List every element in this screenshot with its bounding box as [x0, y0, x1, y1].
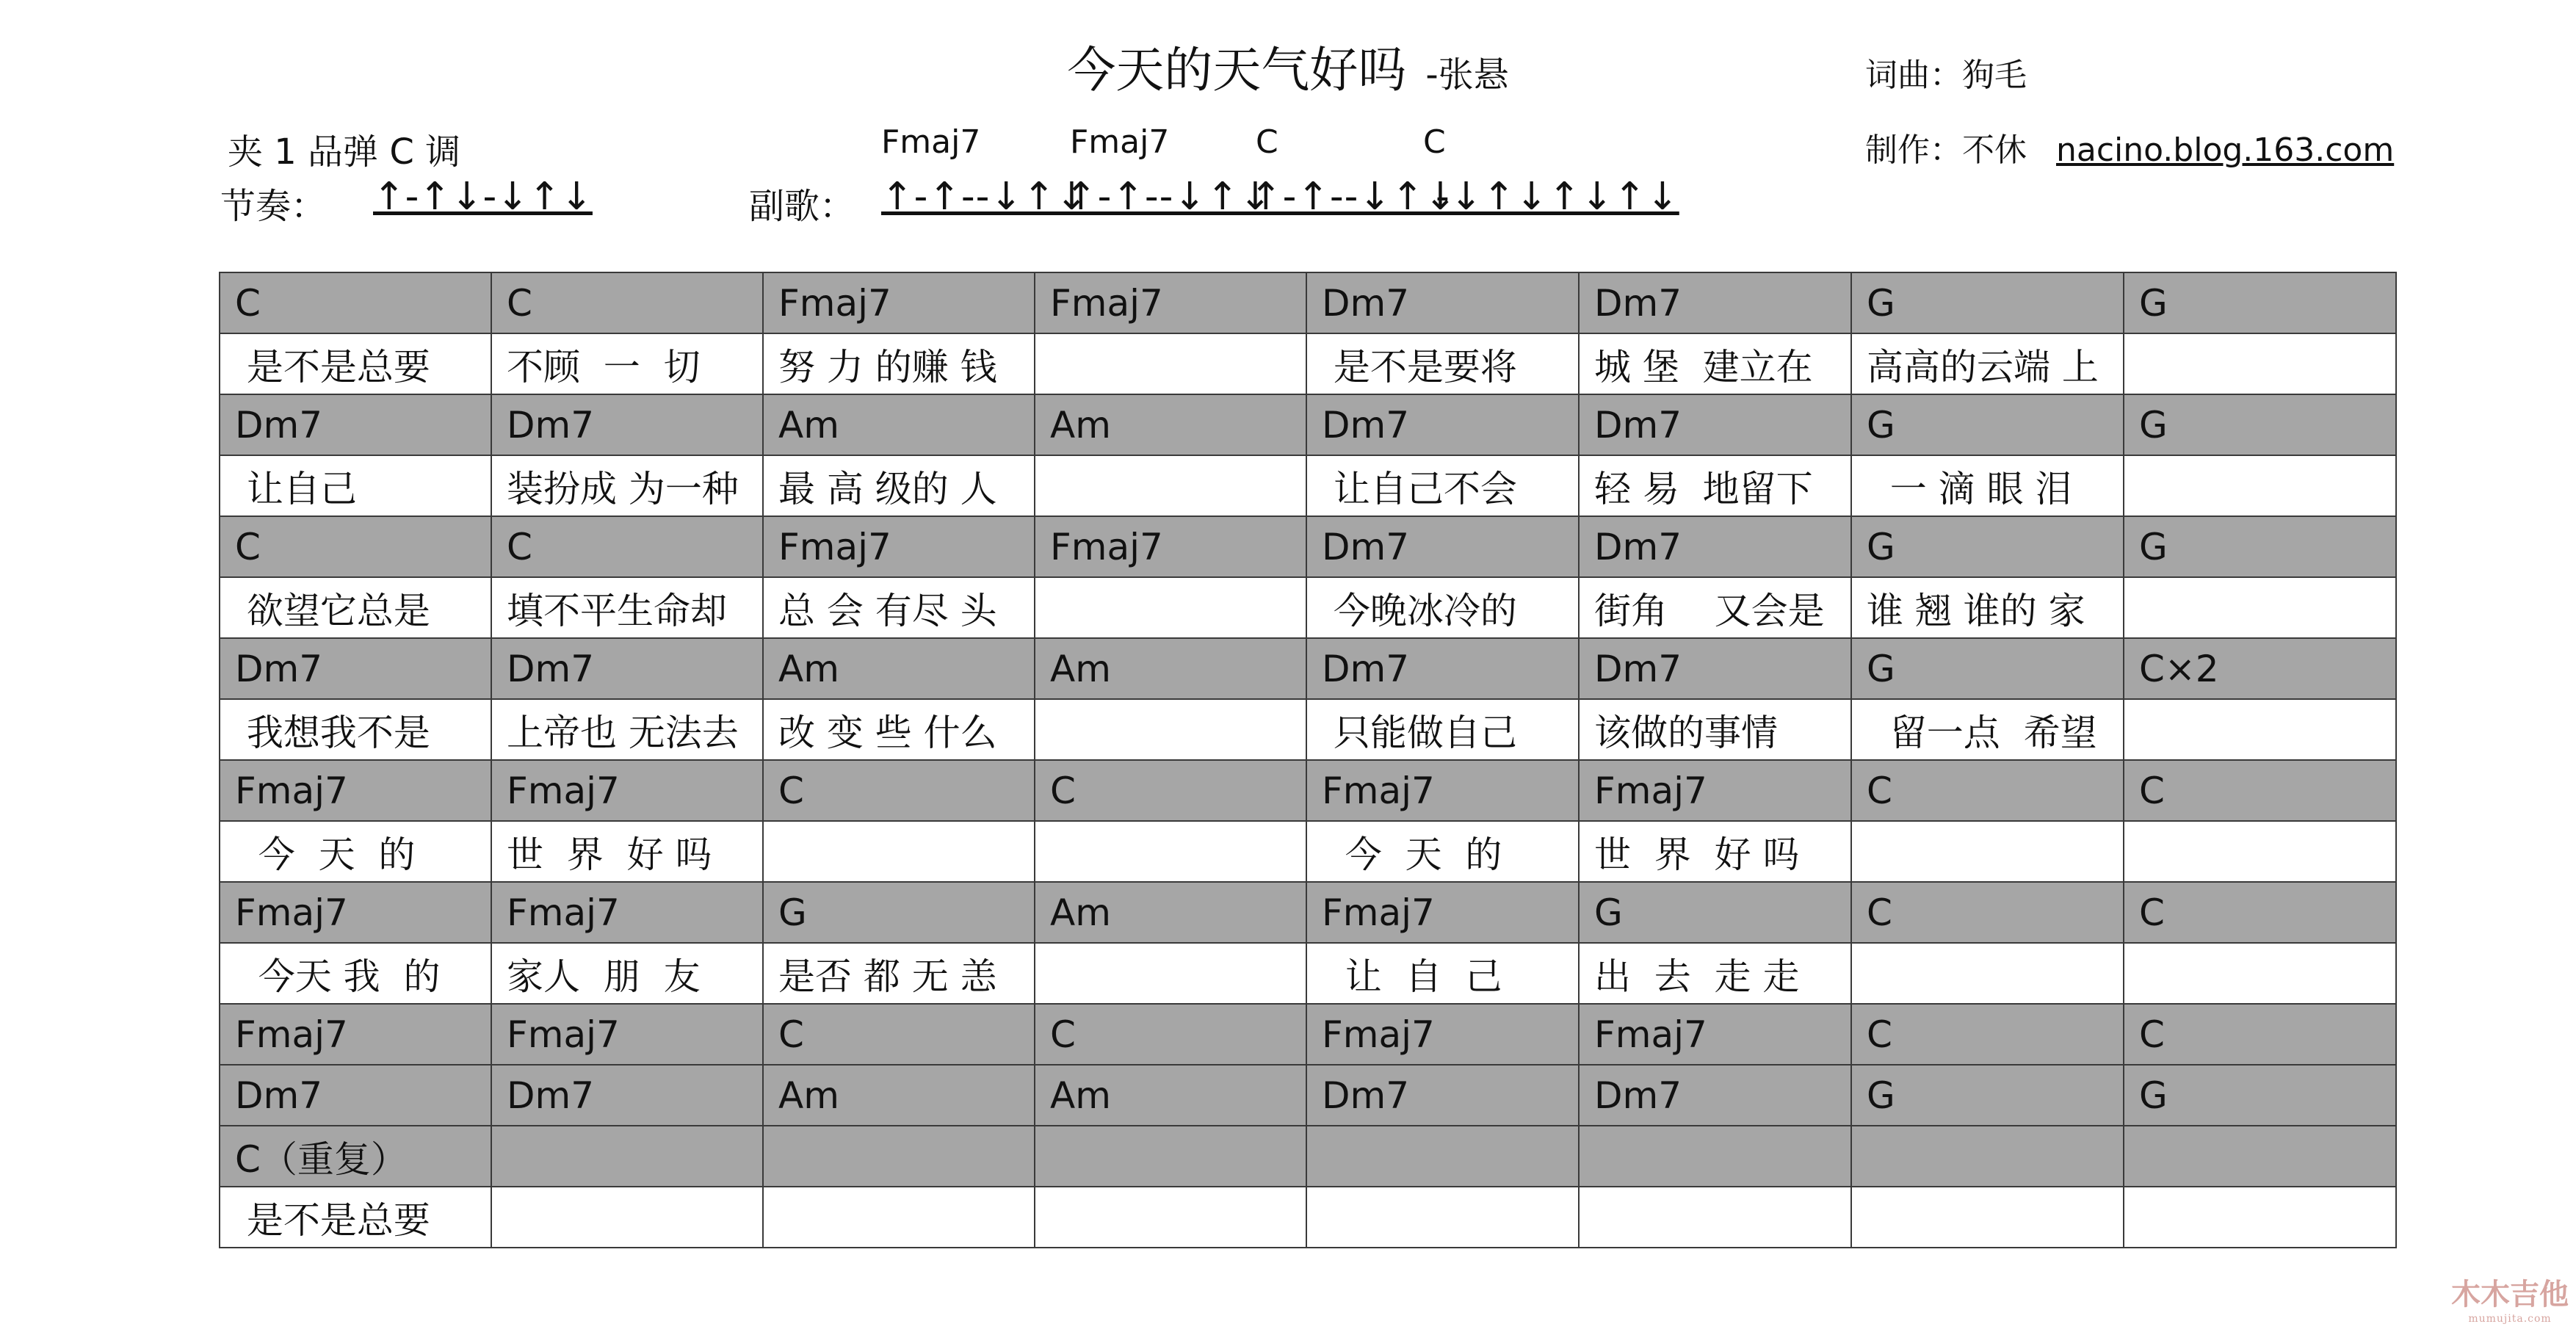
chord-row	[220, 272, 2396, 333]
chord-cell: Fmaj7	[1579, 1004, 1851, 1065]
chord-cell: Dm7	[1306, 1065, 1579, 1126]
maker-line	[1865, 123, 2394, 170]
chord-cell: Fmaj7	[763, 272, 1035, 333]
chord-cell: C	[1035, 760, 1306, 821]
lyric-cell: 出 去 走 走	[1579, 943, 1851, 1004]
lyric-cell	[1035, 333, 1306, 394]
chorus-pattern: ↑-↑--↓↑↓	[1065, 175, 1273, 219]
lyric-cell: 努 力 的赚 钱	[763, 333, 1035, 394]
chord-row	[220, 1126, 2396, 1187]
lyric-cell	[1851, 821, 2124, 882]
lyric-cell	[1579, 1187, 1851, 1248]
lyric-cell	[763, 1187, 1035, 1248]
lyric-cell: 城 堡 建立在	[1579, 333, 1851, 394]
chord-cell: C	[1035, 1004, 1306, 1065]
chorus-label: 副歌：	[749, 186, 855, 227]
watermark-text: 木木吉他	[2451, 1277, 2569, 1312]
chord-cell: C	[763, 1004, 1035, 1065]
chord-cell: G	[1579, 882, 1851, 943]
chord-cell: C（重复）	[220, 1126, 491, 1187]
chord-cell: Am	[763, 638, 1035, 699]
chord-cell: Dm7	[1579, 638, 1851, 699]
lyric-cell: 今天 我 的	[220, 943, 491, 1004]
chord-cell: Fmaj7	[220, 1004, 491, 1065]
chord-cell: C	[220, 272, 491, 333]
chorus-pattern: -↓↑↓↑↓↑↓	[1436, 175, 1679, 219]
chord-cell: Dm7	[491, 638, 763, 699]
chord-cell: G	[2124, 394, 2396, 455]
chord-cell	[1035, 1126, 1306, 1187]
chord-row	[220, 516, 2396, 577]
lyric-cell: 改 变 些 什么	[763, 699, 1035, 760]
lyric-cell: 是否 都 无 恙	[763, 943, 1035, 1004]
lyric-row	[220, 699, 2396, 760]
lyric-cell	[2124, 699, 2396, 760]
chord-cell: C	[491, 516, 763, 577]
lyric-cell: 轻 易 地留下	[1579, 455, 1851, 516]
chord-cell: Fmaj7	[763, 516, 1035, 577]
chorus-pattern: ↑-↑--↓↑↓	[881, 175, 1089, 219]
chart-body	[220, 272, 2396, 1248]
chord-cell: G	[763, 882, 1035, 943]
chord-cell: Fmaj7	[1035, 272, 1306, 333]
lyric-cell	[1851, 1187, 2124, 1248]
lyric-cell	[1035, 699, 1306, 760]
chord-cell: C	[2124, 1004, 2396, 1065]
lyric-cell: 留一点 希望	[1851, 699, 2124, 760]
lyric-cell: 让自己不会	[1306, 455, 1579, 516]
chorus-chord: C	[1423, 123, 1446, 161]
chord-row	[220, 638, 2396, 699]
chord-cell: Fmaj7	[1306, 882, 1579, 943]
lyric-row	[220, 821, 2396, 882]
lyric-row	[220, 577, 2396, 638]
chord-row	[220, 1065, 2396, 1126]
chord-cell	[1579, 1126, 1851, 1187]
chord-cell: C	[1851, 882, 2124, 943]
lyric-cell	[1035, 943, 1306, 1004]
chord-cell: Am	[1035, 638, 1306, 699]
chord-row	[220, 394, 2396, 455]
chord-cell: Fmaj7	[491, 882, 763, 943]
lyric-cell	[1035, 1187, 1306, 1248]
lyric-row	[220, 455, 2396, 516]
chord-cell: Dm7	[220, 394, 491, 455]
lyric-cell: 让 自 己	[1306, 943, 1579, 1004]
lyric-cell: 街角 又会是	[1579, 577, 1851, 638]
lyric-cell: 今 天 的	[220, 821, 491, 882]
chord-cell: Fmaj7	[1035, 516, 1306, 577]
chord-cell: Am	[1035, 394, 1306, 455]
chord-cell: Fmaj7	[1579, 760, 1851, 821]
chord-cell: Fmaj7	[491, 1004, 763, 1065]
lyric-cell: 是不是要将	[1306, 333, 1579, 394]
lyric-cell: 填不平生命却	[491, 577, 763, 638]
lyric-cell: 谁 翘 谁的 家	[1851, 577, 2124, 638]
capo-text: 夹 1 品弹 C 调	[228, 131, 461, 173]
chord-cell: Fmaj7	[220, 882, 491, 943]
lyric-cell: 只能做自己	[1306, 699, 1579, 760]
lyric-cell	[2124, 1187, 2396, 1248]
chord-cell: Am	[1035, 1065, 1306, 1126]
chord-cell: Dm7	[220, 638, 491, 699]
lyric-cell: 是不是总要	[220, 333, 491, 394]
chord-cell	[1851, 1126, 2124, 1187]
chord-chart-table	[219, 272, 2397, 1248]
lyric-cell: 今晚冰冷的	[1306, 577, 1579, 638]
chord-cell: G	[1851, 1065, 2124, 1126]
lyric-cell: 高高的云端 上	[1851, 333, 2124, 394]
chord-cell: G	[1851, 638, 2124, 699]
chord-cell: Am	[763, 394, 1035, 455]
chord-cell	[2124, 1126, 2396, 1187]
lyric-cell	[1035, 821, 1306, 882]
watermark-subtext: mumujita.com	[2468, 1313, 2552, 1325]
lyric-cell: 一 滴 眼 泪	[1851, 455, 2124, 516]
lyric-row	[220, 1187, 2396, 1248]
chord-cell: G	[2124, 272, 2396, 333]
lyric-cell: 最 高 级的 人	[763, 455, 1035, 516]
lyric-cell	[2124, 333, 2396, 394]
lyric-cell: 世 界 好 吗	[1579, 821, 1851, 882]
lyric-row	[220, 943, 2396, 1004]
lyric-cell	[1035, 455, 1306, 516]
watermark-logo	[2451, 1271, 2569, 1325]
maker-text: 制作：不休	[1865, 131, 2027, 169]
chord-cell: Dm7	[1579, 394, 1851, 455]
lyric-cell: 欲望它总是	[220, 577, 491, 638]
lyric-cell: 不顾 一 切	[491, 333, 763, 394]
chord-cell: G	[1851, 272, 2124, 333]
chord-cell: C	[763, 760, 1035, 821]
lyric-cell	[491, 1187, 763, 1248]
chord-cell: Fmaj7	[1306, 760, 1579, 821]
lyric-cell: 今 天 的	[1306, 821, 1579, 882]
chord-cell: C	[220, 516, 491, 577]
lyric-cell: 家人 朋 友	[491, 943, 763, 1004]
chord-cell: G	[1851, 394, 2124, 455]
chord-cell: Dm7	[1306, 638, 1579, 699]
chord-cell: Dm7	[1579, 272, 1851, 333]
lyric-cell: 是不是总要	[220, 1187, 491, 1248]
chord-cell: C	[1851, 760, 2124, 821]
chord-cell: G	[2124, 1065, 2396, 1126]
chord-cell: Dm7	[1306, 272, 1579, 333]
lyric-cell: 总 会 有尽 头	[763, 577, 1035, 638]
chorus-chord: Fmaj7	[881, 123, 981, 161]
chord-cell: G	[1851, 516, 2124, 577]
lyric-cell: 装扮成 为一种	[491, 455, 763, 516]
chord-cell	[491, 1126, 763, 1187]
chord-cell: Fmaj7	[220, 760, 491, 821]
lyric-cell	[1851, 943, 2124, 1004]
lyric-cell	[763, 821, 1035, 882]
chord-cell: Dm7	[1579, 516, 1851, 577]
chord-cell: Dm7	[1306, 516, 1579, 577]
rhythm-label: 节奏：	[220, 186, 327, 227]
chord-cell: Dm7	[1579, 1065, 1851, 1126]
chord-cell: Am	[1035, 882, 1306, 943]
lyric-cell: 世 界 好 吗	[491, 821, 763, 882]
lyric-row	[220, 333, 2396, 394]
song-title	[0, 31, 2576, 101]
artist-text: -张悬	[1425, 54, 1509, 95]
chord-cell	[763, 1126, 1035, 1187]
chord-cell: C	[491, 272, 763, 333]
chord-cell: Fmaj7	[491, 760, 763, 821]
chord-cell: C	[2124, 760, 2396, 821]
chord-cell: Dm7	[491, 394, 763, 455]
chorus-chord: Fmaj7	[1070, 123, 1170, 161]
chord-cell: Dm7	[1306, 394, 1579, 455]
chord-cell: Dm7	[491, 1065, 763, 1126]
lyric-cell	[2124, 455, 2396, 516]
chorus-chord: C	[1256, 123, 1278, 161]
lyric-cell	[2124, 577, 2396, 638]
chord-row	[220, 1004, 2396, 1065]
chord-cell	[1306, 1126, 1579, 1187]
chord-row	[220, 882, 2396, 943]
website-link[interactable]: nacino.blog.163.com	[2056, 131, 2395, 169]
lyric-cell: 让自己	[220, 455, 491, 516]
chord-cell: C×2	[2124, 638, 2396, 699]
rhythm-pattern: ↑-↑↓-↓↑↓	[373, 175, 593, 219]
chord-cell: Am	[763, 1065, 1035, 1126]
lyric-cell: 我想我不是	[220, 699, 491, 760]
lyric-cell: 该做的事情	[1579, 699, 1851, 760]
lyric-cell	[2124, 821, 2396, 882]
chord-cell: G	[2124, 516, 2396, 577]
credits-text: 词曲：狗毛	[1865, 57, 2027, 94]
title-text: 今天的天气好吗	[1067, 42, 1407, 98]
chord-cell: C	[1851, 1004, 2124, 1065]
lyric-cell: 上帝也 无法去	[491, 699, 763, 760]
chord-cell: Fmaj7	[1306, 1004, 1579, 1065]
lyric-cell	[2124, 943, 2396, 1004]
lyric-cell	[1306, 1187, 1579, 1248]
chord-cell: Dm7	[220, 1065, 491, 1126]
lyric-cell	[1035, 577, 1306, 638]
chorus-pattern: ↑-↑--↓↑↓	[1250, 175, 1458, 219]
chord-row	[220, 760, 2396, 821]
chord-cell: C	[2124, 882, 2396, 943]
